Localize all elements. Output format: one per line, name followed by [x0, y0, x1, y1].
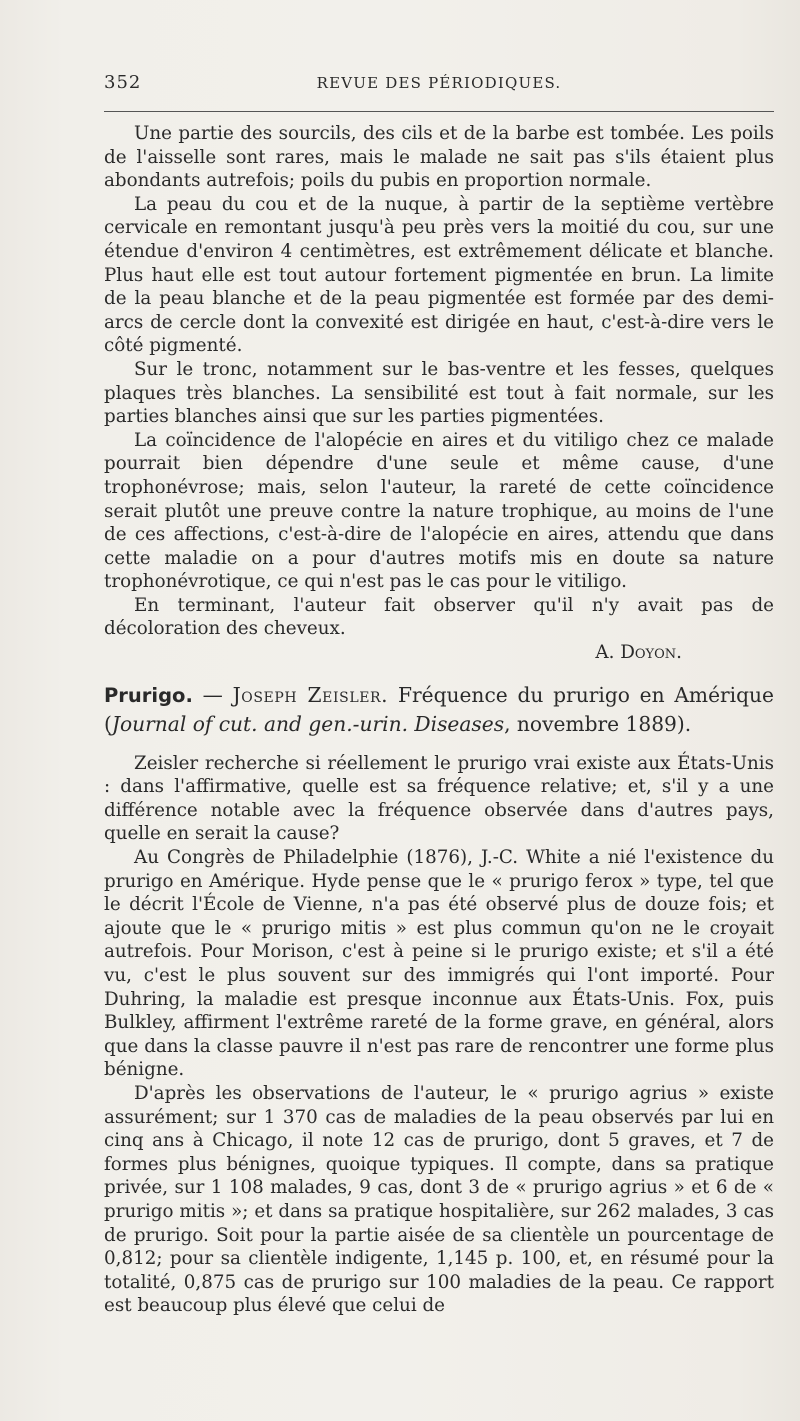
paragraph: Zeisler recherche si réellement le prurigo vrai existe aux États-Unis : dans l'affirmative, quelle est sa fréquence relative; et, s'il y a une différence notable avec la fréquence observée dans d'autres pays, quelle en serait la cause?: [104, 752, 774, 845]
paragraph: La peau du cou et de la nuque, à partir de la septième vertèbre cervicale en remontant jusqu'à peu près vers la moitié du cou, sur une étendue d'environ 4 centimètres, est extrêmement délicate et blanche. Plus haut elle est tout autour fortement pigmentée en brun. La limite de la peau blanche et de la peau pigmentée est formée par des demi-arcs de cercle dont la convexité est dirigée en haut, c'est-à-dire vers le côté pigmenté.: [104, 193, 774, 357]
page-header: [104, 72, 774, 98]
section-author: Joseph Zeisler.: [232, 682, 389, 707]
signature: A. Doyon.: [595, 642, 682, 664]
running-title: REVUE DES PÉRIODIQUES.: [316, 74, 562, 92]
section-heading: [104, 681, 774, 738]
paragraph: Au Congrès de Philadelphie (1876), J.-C. White a nié l'existence du prurigo en Amérique. Hyde pense que le « prurigo ferox » type, tel que le décrit l'École de Vienne, n'a pas été observé plus de douze fois; et ajoute que le « prurigo mitis » est plus commun qu'on ne le croyait autrefois. Pour Morison, c'est à peine si le prurigo existe; et s'il a été vu, c'est le plus souvent sur des immigrés qui l'ont importé. Pour Duhring, la maladie est presque inconnue aux États-Unis. Fox, puis Bulkley, affirment l'extrême rareté de la forme grave, en général, alors que dans la classe pauvre il n'est pas rare de rencontrer une forme plus bénigne.: [104, 847, 774, 1081]
paragraph: Une partie des sourcils, des cils et de la barbe est tombée. Les poils de l'aisselle sont rares, mais le malade ne sait pas s'ils étaient plus abondants autrefois; poils du pubis en proportion normale.: [104, 123, 774, 192]
section-dash: —: [192, 682, 233, 707]
section-journal: Journal of cut. and gen.-urin. Diseases: [111, 711, 505, 736]
paragraph: En terminant, l'auteur fait observer qu'il n'y avait pas de décoloration des cheveux.: [104, 594, 774, 640]
paragraph: D'après les observations de l'auteur, le « prurigo agrius » existe assurément; sur 1 370 cas de maladies de la peau observés par lui en cinq ans à Chicago, il note 12 cas de prurigo, dont 5 graves, et 7 de formes plus bénignes, quoique typiques. Il compte, dans sa pratique privée, sur 1 108 malades, 9 cas, dont 3 de « prurigo agrius » et 6 de « prurigo mitis »; et dans sa pratique hospitalière, sur 262 malades, 3 cas de prurigo. Soit pour la partie aisée de sa clientèle un pourcentage de 0,812; pour sa clientèle indigente, 1,145 p. 100, et, en résumé pour la totalité, 0,875 cas de prurigo sur 100 maladies de la peau. Ce rapport est beaucoup plus élevé que celui de: [104, 1082, 774, 1317]
section-date: , novembre 1889).: [504, 711, 692, 736]
section-keyword: Prurigo.: [104, 683, 193, 707]
paragraph: La coïncidence de l'alopécie en aires et du vitiligo chez ce malade pourrait bien dépendre d'une seule et même cause, d'une trophonévrose; mais, selon l'auteur, la rareté de cette coïncidence serait plutôt une preuve contre la nature trophique, au moins de l'une de ces affections, c'est-à-dire de l'alopécie en aires, attendu que dans cette maladie on a pour d'autres motifs mis en doute sa nature trophonévrotique, ce qui n'est pas le cas pour le vitiligo.: [104, 429, 774, 593]
body-text: [104, 122, 774, 1318]
paragraph: Sur le tronc, notamment sur le bas-ventre et les fesses, quelques plaques très blanches. La sensibilité est tout à fait normale, sur les parties blanches ainsi que sur les parties pigmentées.: [104, 358, 774, 428]
header-rule: [104, 111, 774, 112]
section-title: Fréquence du prurigo en Amérique (: [104, 682, 775, 736]
page-number: 352: [104, 72, 142, 93]
